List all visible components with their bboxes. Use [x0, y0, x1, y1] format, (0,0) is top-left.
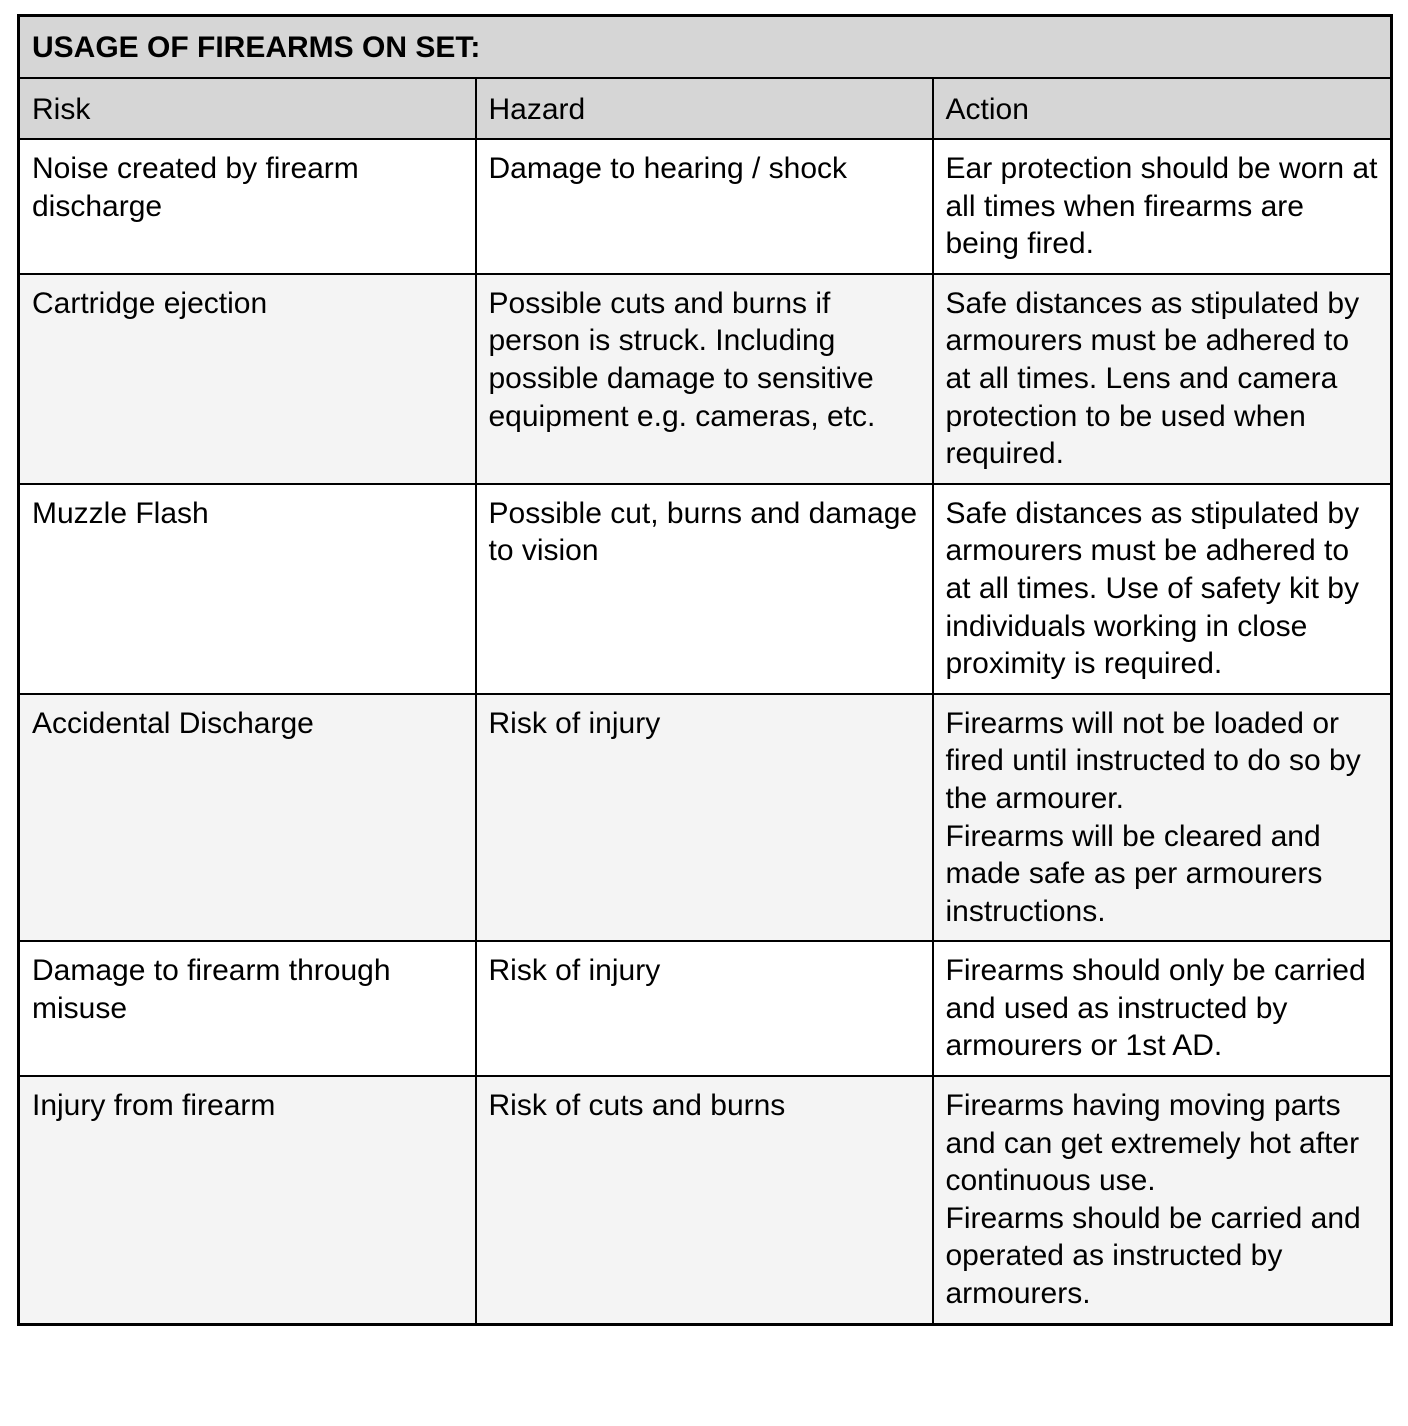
action-line: Safe distances as stipulated by armourers must be adhered to at all times. Lens and camera protection to be used when required. [945, 286, 1360, 471]
action-line: Firearms having moving parts and can get extremely hot after continuous use. [945, 1089, 1360, 1198]
risk-cell: Damage to firearm through misuse [19, 941, 476, 1076]
table-row [19, 1076, 1392, 1324]
hazard-cell: Risk of cuts and burns [476, 1076, 933, 1324]
action-line: Firearms will not be loaded or fired until instructed to do so by the armourer. [945, 706, 1361, 815]
risk-cell: Muzzle Flash [19, 484, 476, 694]
action-line: Firearms will be cleared and made safe as per armourers instructions. [945, 819, 1323, 928]
table-title-row [19, 16, 1392, 79]
firearms-risk-table [17, 14, 1393, 1326]
action-cell [933, 941, 1392, 1076]
action-cell [933, 694, 1392, 942]
hazard-cell: Possible cuts and burns if person is struck. Including possible damage to sensitive equipment e.g. cameras, etc. [476, 274, 933, 484]
action-cell [933, 274, 1392, 484]
risk-cell: Noise created by firearm discharge [19, 139, 476, 274]
action-line: Firearms should only be carried and used as instructed by armourers or 1st AD. [945, 954, 1366, 1063]
table-row [19, 139, 1392, 274]
action-cell [933, 139, 1392, 274]
table-title: USAGE OF FIREARMS ON SET: [19, 16, 1392, 79]
column-header-risk: Risk [19, 78, 476, 139]
column-header-hazard: Hazard [476, 78, 933, 139]
table-row [19, 941, 1392, 1076]
action-line: Safe distances as stipulated by armourers must be adhered to at all times. Use of safety kit by individuals working in close proximity is required. [945, 496, 1360, 681]
table-row [19, 484, 1392, 694]
action-line: Firearms should be carried and operated as instructed by armourers. [945, 1201, 1361, 1311]
action-cell [933, 484, 1392, 694]
action-line: Ear protection should be worn at all times when firearms are being fired. [945, 152, 1378, 261]
action-cell [933, 1076, 1392, 1324]
hazard-cell: Possible cut, burns and damage to vision [476, 484, 933, 694]
table-row [19, 274, 1392, 484]
table-header-row [19, 78, 1392, 139]
hazard-cell: Risk of injury [476, 694, 933, 942]
risk-cell: Injury from firearm [19, 1076, 476, 1324]
risk-cell: Cartridge ejection [19, 274, 476, 484]
risk-cell: Accidental Discharge [19, 694, 476, 942]
hazard-cell: Damage to hearing / shock [476, 139, 933, 274]
column-header-action: Action [933, 78, 1392, 139]
table-row [19, 694, 1392, 942]
hazard-cell: Risk of injury [476, 941, 933, 1076]
